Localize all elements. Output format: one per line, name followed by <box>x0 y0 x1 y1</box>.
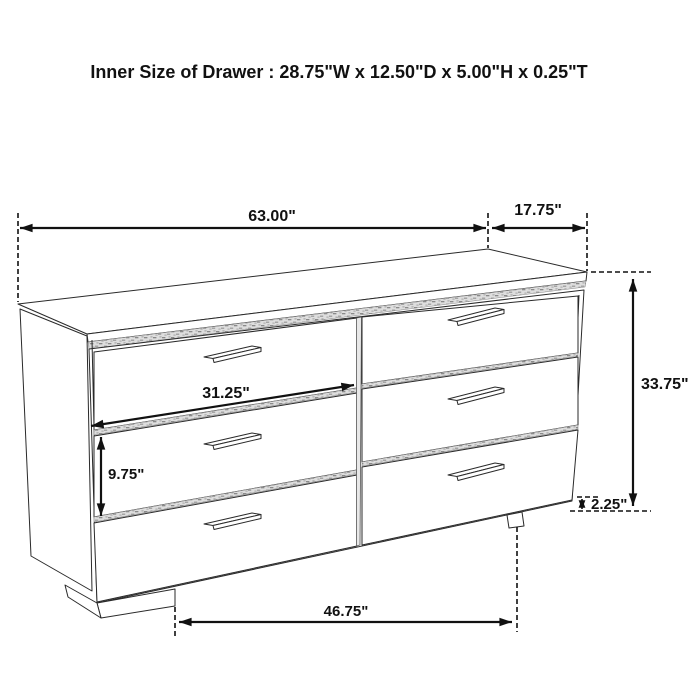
base-span-dimension <box>179 603 512 622</box>
base-height-label: 2.25" <box>591 496 628 513</box>
dresser-drawing <box>18 249 587 618</box>
drawer-width-label: 31.25" <box>202 385 250 402</box>
overall-height-dimension <box>633 279 689 506</box>
diagram-title: Inner Size of Drawer : 28.75"W x 12.50"D x 5.00"H x 0.25"T <box>90 62 588 82</box>
base-span-label: 46.75" <box>323 603 369 620</box>
right-foot <box>507 512 524 528</box>
drawer-height-label: 9.75" <box>108 466 145 483</box>
top-width-label: 63.00" <box>248 208 296 225</box>
overall-height-label: 33.75" <box>641 376 689 393</box>
top-depth-dimension <box>492 202 585 228</box>
dresser-side-panel <box>20 309 92 591</box>
left-foot-side <box>65 585 101 618</box>
top-width-dimension <box>20 208 486 228</box>
top-depth-label: 17.75" <box>514 202 562 219</box>
